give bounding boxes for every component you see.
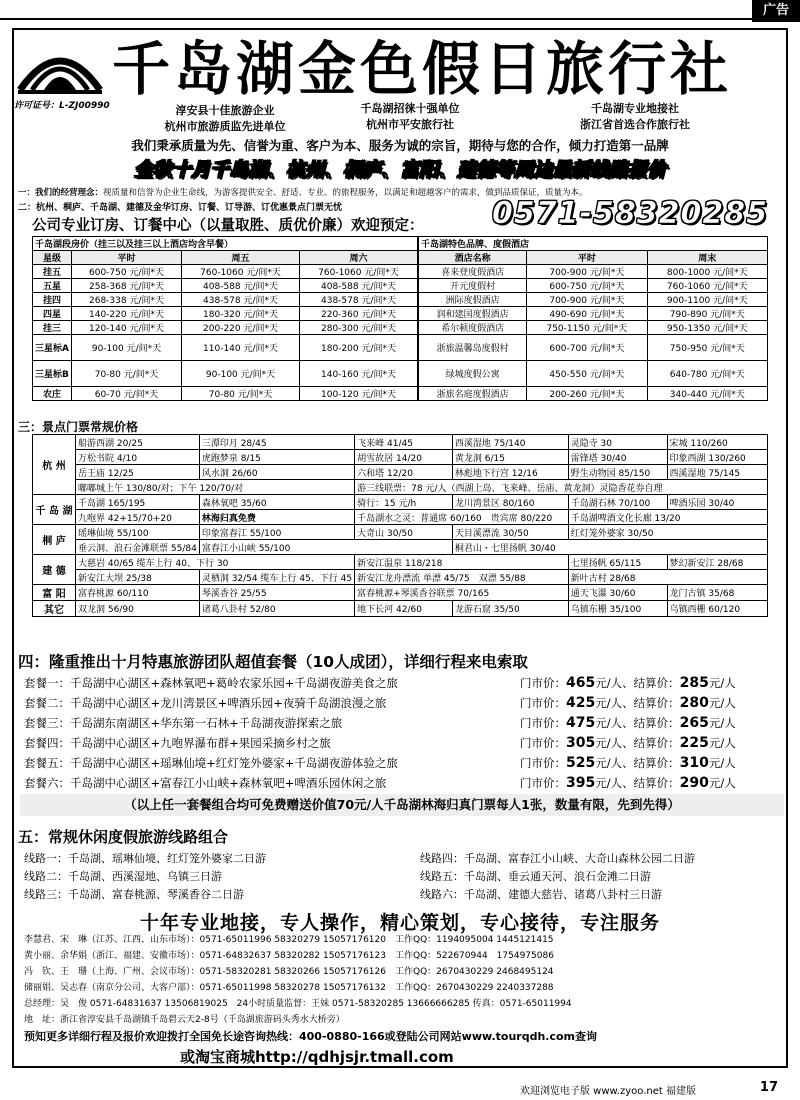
honor-3b: 浙江省首选合作旅行社 (580, 118, 690, 131)
price-cell: 200-220 元/间*天 (182, 321, 300, 335)
fuyang-group (33, 585, 768, 617)
city-label: 杭 州 (33, 435, 76, 495)
price-cell: 438-578 元/间*天 (182, 293, 300, 307)
route-item: 线路二：千岛湖、西溪湿地、乌镇三日游 (24, 870, 222, 883)
package-route-text: 千岛湖中心湖区+瑶琳仙境+红灯笼外婆家+千岛湖夜游体验之旅 (70, 756, 398, 770)
city-label: 千 岛 湖 (33, 495, 76, 525)
price-cell: 220-360 元/间*天 (300, 307, 418, 321)
ticket-cell: 富春桃源 60/110 (76, 585, 200, 601)
hotel-row (33, 265, 418, 279)
hotel-row (33, 293, 418, 307)
door-price: 305 (566, 735, 596, 751)
ticket-cell: 西溪湿地 75/140 (452, 435, 568, 450)
price-unit: 元/人 (708, 676, 736, 690)
hotel-row-label: 喜来登度假酒店 (419, 265, 527, 279)
contact-line: 储丽娟、吴志春（南京分公司、大客户部）：0571-65011998 58320278 15057176132 工作QQ：2670430229 2240337288 (24, 983, 554, 993)
col-header: 平时 (71, 251, 181, 265)
price-cell: 900-1100 元/间*天 (647, 293, 767, 307)
hotel-row-label: 洲际度假酒店 (419, 293, 527, 307)
ticket-cell: 万松书院 4/10 (76, 450, 200, 465)
package-price (520, 675, 784, 691)
price-cell: 750-1150 元/间*天 (527, 321, 647, 335)
ticket-cell: 通天飞瀑 30/60 (568, 585, 667, 601)
price-cell: 258-368 元/间*天 (71, 279, 181, 293)
package-item (24, 772, 784, 794)
settle-price: 310 (679, 755, 709, 771)
col-header: 周五 (182, 251, 300, 265)
ticket-row (33, 450, 768, 465)
ticket-cell: 梦幻新安江 28/68 (667, 555, 767, 570)
ticket-cell: 富春桃源+琴溪香谷联票 70/165 (355, 585, 569, 601)
agency-title: 千岛湖金色假日旅行社 (112, 35, 733, 103)
ticket-cell: 龙门古镇 35/68 (667, 585, 767, 601)
service-slogan: 十年专业地接，专人操作，精心策划，专心接待，专注服务 (139, 912, 660, 934)
package-price (520, 695, 784, 711)
price-cell: 140-160 元/间*天 (300, 361, 418, 387)
contact-line: 李慧君、宋 琳（江苏、江西、山东市场）：0571-65011996 58320279 15057176120 工作QQ：1194095004 1445121415 (24, 935, 554, 945)
ticket-cell: 游三线联票：78 元/人（西湖上岛、飞来峰、岳庙、黄龙洞）灵隐香花券自理 (355, 480, 768, 495)
ad-tag: 广告 (752, 0, 800, 22)
hotel-row (33, 335, 418, 361)
price-unit: 元/人、 (595, 776, 634, 790)
door-price-label: 门市价： (520, 776, 566, 790)
hotel-row (419, 265, 768, 279)
price-cell: 760-1060 元/间*天 (647, 279, 767, 293)
route-item: 线路一：千岛湖、瑶琳仙境、红灯笼外婆家二日游 (24, 852, 266, 865)
jiande-group (33, 555, 768, 585)
settle-price: 285 (679, 675, 709, 691)
price-cell: 140-220 元/间*天 (71, 307, 181, 321)
ticket-cell: 西溪湿地 75/145 (667, 465, 767, 480)
contact-line: 冯 钦、王 珊（上海、广州、会议市场）：0571-58320281 58320266 15057176126 工作QQ：2670430229 2468495124 (24, 967, 554, 977)
ticket-cell: 胡雪故居 14/20 (355, 450, 453, 465)
package-item (24, 692, 784, 714)
ticket-cell: 新安江温泉 118/218 (355, 555, 569, 570)
hotel-row-label: 绿城度假公寓 (419, 361, 527, 387)
price-unit: 元/人、 (595, 676, 634, 690)
ticket-row (33, 540, 768, 555)
door-price-label: 门市价： (520, 756, 566, 770)
hotel-row-label: 农庄 (33, 387, 72, 401)
hotel-row-label: 希尔顿度假酒店 (419, 321, 527, 335)
package-route-text: 千岛湖中心湖区+龙川湾景区+啤酒乐园+夜骑千岛湖浪漫之旅 (70, 696, 387, 710)
price-cell: 950-1350 元/间*天 (647, 321, 767, 335)
hotel-row-label: 润和建国度假酒店 (419, 307, 527, 321)
price-cell: 110-140 元/间*天 (182, 335, 300, 361)
ticket-cell: 印象富春江 55/100 (199, 525, 354, 540)
price-cell: 790-890 元/间*天 (647, 307, 767, 321)
ticket-row (33, 480, 768, 495)
concept-text: 视质量和信誉为企业生命线，为游客提供安全、舒适、专业、的旅程服务，以满足和超越客户的需求，做到品质保证，质量为本。 (103, 188, 588, 198)
package-item (24, 732, 784, 754)
price-cell: 600-700 元/间*天 (527, 335, 647, 361)
honor-1b: 杭州市旅游质监先进单位 (164, 120, 286, 133)
motto: 我们秉承质量为先、信誉为重、客户为本、服务为诚的宗旨，期待与您的合作，倾力打造第一品牌 (131, 138, 669, 153)
footer-site: 欢迎浏览电子版 www.zyoo.net 福建版 (520, 1086, 696, 1097)
hotel-row-label: 开元度假村 (419, 279, 527, 293)
package-note: （以上任一套餐组合均可免费赠送价值70元/人千岛湖林海归真门票每人1张，数量有限，先到先得） (20, 794, 784, 816)
ticket-cell: 新安江大坝 25/38 (76, 570, 200, 585)
ticket-cell: 灵栖洞 32/54 缆车上行 45、下行 45 (199, 570, 354, 585)
price-cell: 408-588 元/间*天 (182, 279, 300, 293)
ticket-cell: 森林氧吧 35/60 (199, 495, 354, 510)
ticket-cell: 宋城 110/260 (667, 435, 767, 450)
settle-price-label: 结算价： (633, 716, 680, 730)
price-unit: 元/人 (708, 696, 736, 710)
door-price-label: 门市价： (520, 676, 566, 690)
ticket-cell: 灵隐寺 30 (568, 435, 667, 450)
address-line: 地 址：浙江省淳安县千岛湖镇千岛碧云天2-8号（千岛湖旅游码头秀水大桥旁） (24, 1015, 345, 1025)
price-unit: 元/人 (708, 736, 736, 750)
tmall-link[interactable]: 或淘宝商城http://qdhjsjr.tmall.com (180, 1048, 454, 1066)
route-item: 线路四：千岛湖、富春江小山峡、大奇山森林公园二日游 (420, 852, 695, 865)
honor-2a: 千岛湖招徕十强单位 (360, 102, 460, 115)
price-cell: 200-260 元/间*天 (527, 387, 647, 401)
package-price (520, 715, 784, 731)
settle-price: 225 (679, 735, 709, 751)
ticket-cell: 野生动物园 85/150 (568, 465, 667, 480)
price-cell: 90-100 元/间*天 (182, 361, 300, 387)
hotel-row (33, 387, 418, 401)
routes-title: 五：常规休闲度假旅游线路组合 (18, 828, 229, 846)
hotel-row-label: 挂四 (33, 293, 72, 307)
price-unit: 元/人、 (595, 716, 634, 730)
ticket-cell: 六和塔 12/20 (355, 465, 453, 480)
price-cell: 408-588 元/间*天 (300, 279, 418, 293)
ticket-cell: 黄龙洞 6/15 (452, 450, 568, 465)
price-unit: 元/人 (708, 756, 736, 770)
ticket-cell: 千岛湖 165/195 (76, 495, 200, 510)
settle-price: 280 (679, 695, 709, 711)
ticket-cell: 垂云洞、浪石金滩联票 55/84 (76, 540, 200, 555)
package-price (520, 735, 784, 751)
contact-line: 总经理：吴 俊 0571-64831637 13506819025 24小时质量监督：王妹 0571-58320285 13666666285 传真：0571-65011994 (24, 999, 572, 1009)
package-item (24, 672, 784, 694)
honor-2 (330, 100, 490, 132)
price-cell: 70-80 元/间*天 (71, 361, 181, 387)
hotel-row (33, 279, 418, 293)
col-header: 星级 (33, 251, 72, 265)
price-cell: 100-120 元/间*天 (300, 387, 418, 401)
hotel-row (419, 387, 768, 401)
package-price (520, 775, 784, 791)
top-rule (0, 18, 752, 20)
package-label: 套餐六： (24, 776, 70, 790)
packages-title: 四：隆重推出十月特惠旅游团队超值套餐（10人成团），详细行程来电索取 (18, 653, 528, 671)
ticket-cell: 千岛湖啤酒文化长廊 13/20 (568, 510, 767, 525)
package-label: 套餐五： (24, 756, 70, 770)
hotel-row-label: 浙旅名庭度假酒店 (419, 387, 527, 401)
ticket-cell: 骑行：15 元/h (355, 495, 453, 510)
hotline[interactable]: 预知更多详细行程及报价欢迎拨打全国免长途咨询热线：400-0880-166或登陆公司网站www.tourqdh.com查询 (24, 1030, 597, 1043)
company-logo-icon (14, 38, 106, 98)
price-cell: 60-70 元/间*天 (71, 387, 181, 401)
ticket-cell: 地下长河 42/60 (355, 601, 453, 617)
hotel-row-label: 四星 (33, 307, 72, 321)
door-price: 475 (566, 715, 596, 731)
qiandaohu-group (33, 495, 768, 525)
price-cell: 490-690 元/间*天 (527, 307, 647, 321)
ticket-cell: 千岛湖水之灵：普通席 60/160 贵宾席 80/220 (355, 510, 569, 525)
ticket-row (33, 495, 768, 510)
settle-price-label: 结算价： (633, 756, 680, 770)
door-price-label: 门市价： (520, 716, 566, 730)
ticket-cell: 瑶琳仙境 55/100 (76, 525, 200, 540)
ticket-cell: 琴溪香谷 25/55 (199, 585, 354, 601)
package-label: 套餐二： (24, 696, 70, 710)
ticket-row (33, 570, 768, 585)
price-cell: 180-320 元/间*天 (182, 307, 300, 321)
hotel-row (419, 361, 768, 387)
hotel-table-caption: 千岛湖特色品牌、度假酒店 (419, 237, 768, 251)
ticket-cell: 三潭印月 28/45 (199, 435, 354, 450)
price-cell: 750-950 元/间*天 (647, 335, 767, 361)
price-cell: 340-440 元/间*天 (647, 387, 767, 401)
ticket-cell: 乌镇西栅 60/120 (667, 601, 767, 617)
hotel-row (33, 321, 418, 335)
attractions-title: 三：景点门票常规价格 (18, 420, 139, 434)
ticket-row (33, 555, 768, 570)
ticket-cell: 大慈岩 40/65 缆车上行 40、下行 30 (76, 555, 355, 570)
price-cell: 120-140 元/间*天 (71, 321, 181, 335)
package-route (24, 735, 520, 751)
license-number: 许可证号：L-ZJ00990 (14, 101, 110, 111)
hotel-row (33, 361, 418, 387)
price-cell: 90-100 元/间*天 (71, 335, 181, 361)
ticket-cell: 龙川湾景区 80/160 (452, 495, 568, 510)
hotel-table-caption: 千岛湖段房价（挂三以及挂三以上酒店均含早餐） (33, 237, 418, 251)
price-cell: 700-900 元/间*天 (527, 265, 647, 279)
settle-price-label: 结算价： (633, 776, 680, 790)
package-route-text: 千岛湖中心湖区+森林氧吧+葛岭农家乐园+千岛湖夜游美食之旅 (70, 676, 398, 690)
price-cell: 438-578 元/间*天 (300, 293, 418, 307)
ticket-cell: 红灯笼外婆家 30/50 (568, 525, 767, 540)
city-label: 富 阳 (33, 585, 76, 601)
route-item: 线路五：千岛湖、垂云通天河、浪石金滩二日游 (420, 870, 651, 883)
phone-banner: 0571-58320285 (492, 196, 768, 231)
package-route-text: 千岛湖中心湖区+富春江小山峡+森林氧吧+啤酒乐园休闲之旅 (70, 776, 387, 790)
package-label: 套餐一： (24, 676, 70, 690)
col-header: 周末 (647, 251, 767, 265)
ticket-cell: 岳王庙 12/25 (76, 465, 200, 480)
honor-1a: 淳安县十佳旅游企业 (175, 104, 275, 117)
ticket-cell: 印象西湖 130/260 (667, 450, 767, 465)
hotel-row (33, 307, 418, 321)
col-header: 周六 (300, 251, 418, 265)
ticket-cell: 林彪地下行宫 12/16 (452, 465, 568, 480)
package-route-text: 千岛湖东南湖区+华东第一石林+千岛湖夜游探索之旅 (70, 716, 343, 730)
hotel-row-label: 五星 (33, 279, 72, 293)
door-price: 525 (566, 755, 596, 771)
page-number: 17 (759, 1080, 778, 1095)
ticket-cell: 新叶古村 28/68 (568, 570, 767, 585)
package-item (24, 712, 784, 734)
package-route (24, 695, 520, 711)
hotel-row (419, 279, 768, 293)
price-cell: 450-550 元/间*天 (527, 361, 647, 387)
hotel-row (419, 335, 768, 361)
price-unit: 元/人 (708, 776, 736, 790)
hotel-row-label: 挂五 (33, 265, 72, 279)
hotel-price-table-qiandaohu (32, 236, 418, 401)
ticket-cell: 大奇山 30/50 (355, 525, 453, 540)
settle-price-label: 结算价： (633, 736, 680, 750)
hotel-row (419, 307, 768, 321)
ticket-cell: 雷锋塔 30/40 (568, 450, 667, 465)
honor-3a: 千岛湖专业地接社 (591, 102, 679, 115)
ticket-cell: 富春江小山峡 55/100 (199, 540, 452, 555)
price-unit: 元/人、 (595, 736, 634, 750)
door-price: 395 (566, 775, 596, 791)
concept-label: 一：我们的经营理念： (18, 188, 104, 198)
ticket-cell: 七里扬帆 65/115 (568, 555, 667, 570)
ticket-cell: 啤酒乐园 30/40 (667, 495, 767, 510)
ticket-cell: 新安江龙舟漂流 单漂 45/75 双漂 55/88 (355, 570, 569, 585)
ticket-cell: 虎跑梦泉 8/15 (199, 450, 354, 465)
service-line: 二：杭州、桐庐、千岛湖、建德及金华订房、订餐、订导游、订优惠景点门票无忧 (18, 203, 343, 213)
ticket-cell: 九咆界 42+15/70+20 (76, 510, 200, 525)
attraction-ticket-table (32, 434, 768, 617)
city-label: 其它 (33, 601, 76, 617)
settle-price: 265 (679, 715, 709, 731)
price-cell: 800-1000 元/间*天 (647, 265, 767, 279)
package-label: 套餐三： (24, 716, 70, 730)
door-price: 425 (566, 695, 596, 711)
price-unit: 元/人 (708, 716, 736, 730)
contact-line: 黄小丽、余华娟（浙江、福建、安徽市场）：0571-64832637 58320282 15057176123 工作QQ：522670944 1754975086 (24, 951, 554, 961)
price-cell: 268-338 元/间*天 (71, 293, 181, 307)
price-unit: 元/人、 (595, 756, 634, 770)
hotel-row-label: 三星标B (33, 361, 72, 387)
honor-1 (150, 102, 300, 134)
package-route (24, 775, 520, 791)
hangzhou-group (33, 435, 768, 495)
price-cell: 600-750 元/间*天 (527, 279, 647, 293)
ticket-cell: 龙游石窟 35/50 (452, 601, 568, 617)
price-cell: 760-1060 元/间*天 (182, 265, 300, 279)
package-route (24, 715, 520, 731)
ticket-cell: 飞来峰 41/45 (355, 435, 453, 450)
honor-2b: 杭州市平安旅行社 (366, 118, 454, 131)
hotel-row (419, 293, 768, 307)
route-banner: 金秋十月千岛湖、杭州、桐庐、富阳、建德等周边最新线路报价 (133, 159, 666, 181)
route-item: 线路三：千岛湖、富春桃源、琴溪香谷二日游 (24, 888, 244, 901)
ticket-row (33, 465, 768, 480)
price-cell: 70-80 元/间*天 (182, 387, 300, 401)
price-cell: 280-300 元/间*天 (300, 321, 418, 335)
door-price: 465 (566, 675, 596, 691)
ticket-row (33, 601, 768, 617)
booking-subhead: 公司专业订房、订餐中心（以量取胜、质优价廉）欢迎预定： (32, 218, 424, 234)
price-cell: 640-780 元/间*天 (647, 361, 767, 387)
hotel-price-table-brand (418, 236, 768, 401)
ticket-cell: 乌镇东栅 35/100 (568, 601, 667, 617)
ticket-row (33, 525, 768, 540)
settle-price: 290 (679, 775, 709, 791)
hotel-row-label: 三星标A (33, 335, 72, 361)
settle-price-label: 结算价： (633, 696, 680, 710)
hotel-row-label: 浙旅温馨岛度假村 (419, 335, 527, 361)
ticket-cell: 桐君山・七里扬帆 30/40 (452, 540, 767, 555)
ticket-cell: 风水洞 26/60 (199, 465, 354, 480)
col-header: 酒店名称 (419, 251, 527, 265)
ticket-row (33, 585, 768, 601)
tonglu-group (33, 525, 768, 555)
ticket-cell: 千岛湖石林 70/100 (568, 495, 667, 510)
package-label: 套餐四： (24, 736, 70, 750)
ticket-cell: 双龙洞 56/90 (76, 601, 200, 617)
ticket-cell: 船游西湖 20/25 (76, 435, 200, 450)
package-route (24, 675, 520, 691)
package-route (24, 755, 520, 771)
col-header: 平时 (527, 251, 647, 265)
city-label: 建 德 (33, 555, 76, 585)
package-route-text: 千岛湖中心湖区+九咆界瀑布群+果园采摘乡村之旅 (70, 736, 331, 750)
city-label: 桐 庐 (33, 525, 76, 555)
settle-price-label: 结算价： (633, 676, 680, 690)
ticket-cell: 林海归真免费 (199, 510, 354, 525)
door-price-label: 门市价： (520, 696, 566, 710)
price-cell: 760-1060 元/间*天 (300, 265, 418, 279)
route-item: 线路六：千岛湖、建德大慈岩、诸葛八卦村三日游 (420, 888, 662, 901)
ticket-row (33, 435, 768, 450)
price-cell: 600-750 元/间*天 (71, 265, 181, 279)
door-price-label: 门市价： (520, 736, 566, 750)
hotel-row-label: 挂三 (33, 321, 72, 335)
ticket-cell: 诸葛八卦村 52/80 (199, 601, 354, 617)
hotel-row (419, 321, 768, 335)
ticket-cell: 天目溪漂流 30/50 (452, 525, 568, 540)
package-item (24, 752, 784, 774)
honor-3 (550, 100, 720, 132)
price-unit: 元/人、 (595, 696, 634, 710)
package-price (520, 755, 784, 771)
ticket-row (33, 510, 768, 525)
ticket-cell: 嘟嘟城上午 130/80/对；下午 120/70/对 (76, 480, 355, 495)
price-cell: 700-900 元/间*天 (527, 293, 647, 307)
price-cell: 180-200 元/间*天 (300, 335, 418, 361)
